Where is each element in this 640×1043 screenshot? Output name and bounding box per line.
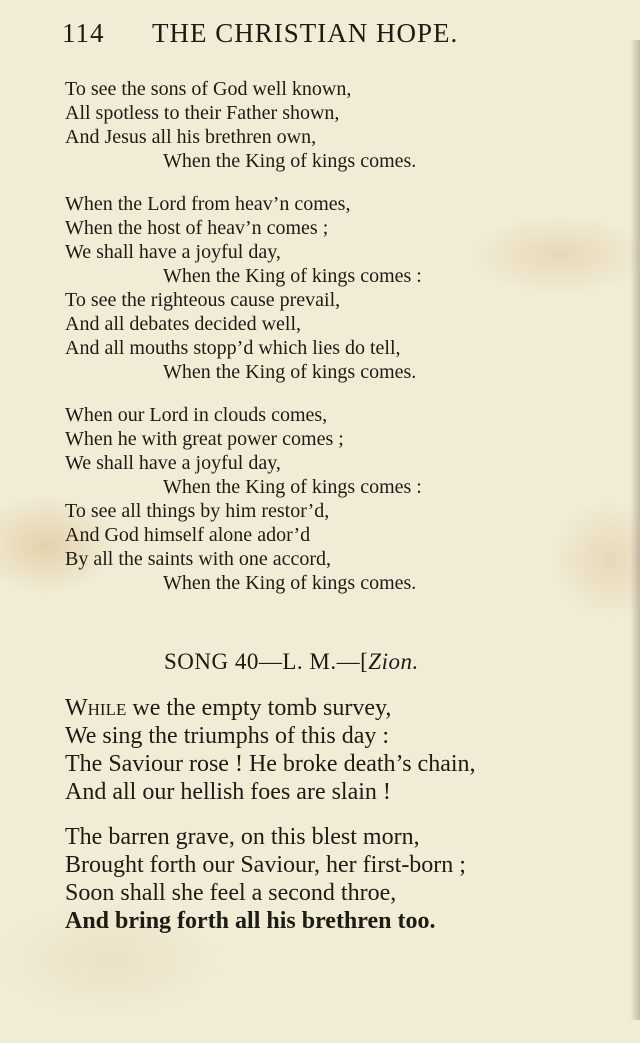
verse-line: To see the righteous cause prevail,: [65, 289, 341, 311]
verse-line: By all the saints with one accord,: [65, 548, 332, 570]
page-edge-shadow: [630, 40, 640, 1020]
page-number: 114: [62, 18, 105, 48]
verse-line: When the host of heav’n comes ;: [65, 217, 329, 239]
hymn-line: And bring forth all his brethren too.: [65, 908, 436, 934]
stanza-1: [65, 77, 416, 173]
verse-line: To see the sons of God well known,: [65, 78, 352, 100]
refrain-line: When the King of kings comes.: [163, 150, 417, 172]
hymn-line: And all our hellish foes are slain !: [65, 779, 391, 805]
verse-line: When he with great power comes ;: [65, 428, 344, 450]
hymn-line: The barren grave, on this blest morn,: [65, 824, 420, 850]
verse-line: We shall have a joyful day,: [65, 241, 281, 263]
hymn-line: Brought forth our Saviour, her first-born ;: [65, 852, 466, 878]
stanza-3: [65, 403, 422, 595]
verse-line: To see all things by him restor’d,: [65, 500, 330, 522]
song-heading: [164, 649, 419, 675]
drop-word: While: [65, 695, 127, 721]
hymn-stanza-1: [65, 694, 476, 806]
verse-line: We shall have a joyful day,: [65, 452, 281, 474]
verse-line: And God himself alone ador’d: [65, 524, 311, 546]
verse-line: And all debates decided well,: [65, 313, 302, 335]
first-line-text: we the empty tomb survey,: [126, 695, 392, 721]
hymn-line: Soon shall she feel a second throe,: [65, 880, 397, 906]
verse-line: When the Lord from heav’n comes,: [65, 193, 351, 215]
verse-line: When our Lord in clouds comes,: [65, 404, 328, 426]
verse-line: And Jesus all his brethren own,: [65, 126, 317, 148]
tune-name: Zion.: [368, 649, 419, 674]
hymn-stanza-2: [65, 823, 466, 935]
verse-line: And all mouths stopp’d which lies do tell,: [65, 337, 401, 359]
refrain-line: When the King of kings comes :: [163, 265, 422, 287]
hymn-line: The Saviour rose ! He broke death’s chain,: [65, 751, 476, 777]
song-number: SONG 40—L. M.—[: [164, 649, 369, 674]
refrain-line: When the King of kings comes :: [163, 476, 422, 498]
running-title: THE CHRISTIAN HOPE.: [152, 18, 459, 48]
hymn-line: We sing the triumphs of this day :: [65, 723, 390, 749]
refrain-line: When the King of kings comes.: [163, 572, 417, 594]
refrain-line: When the King of kings comes.: [163, 361, 417, 383]
verse-line: All spotless to their Father shown,: [65, 102, 340, 124]
stanza-2: [65, 192, 422, 384]
page-header: [62, 18, 532, 52]
hymn-line: [65, 694, 476, 722]
